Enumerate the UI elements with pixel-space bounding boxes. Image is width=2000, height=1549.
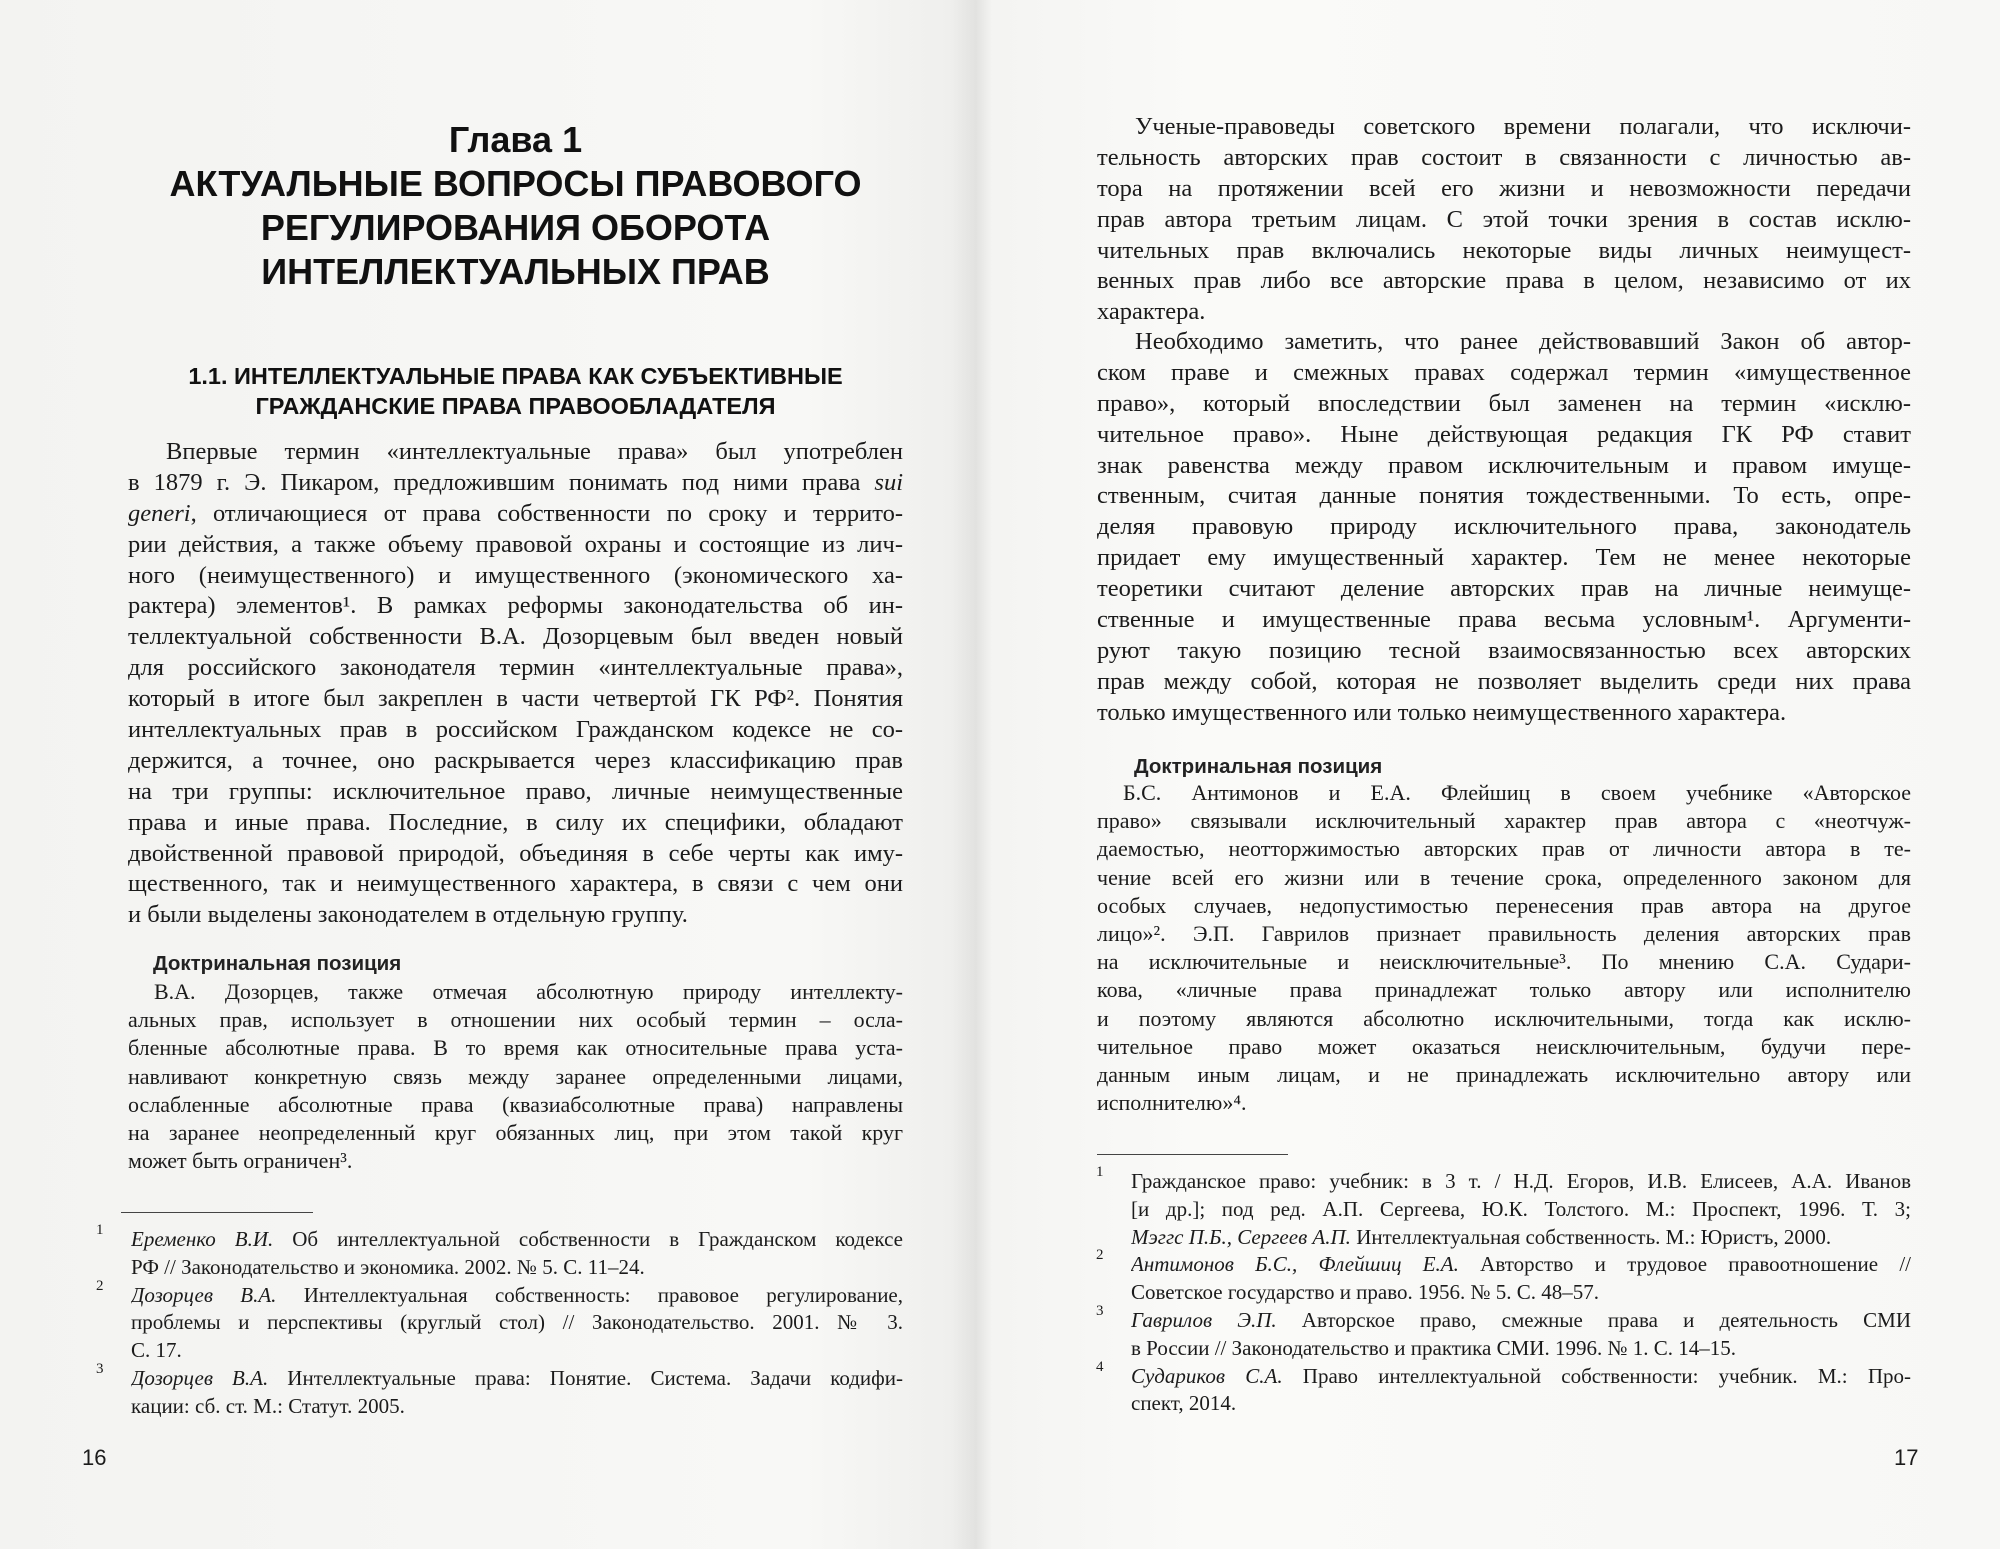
footnote (1096, 1247, 1911, 1307)
text-line: ском праве и смежных правах содержал термин «имущественное (1097, 358, 1911, 386)
text-line: щественного, так и неимущественного характера, в связи с чем они (128, 870, 903, 898)
text-line: кова, «личные права принадлежат только автору или исполнителю (1097, 977, 1911, 1003)
text-line (128, 468, 903, 499)
chapter-title-line: ИНТЕЛЛЕКТУАЛЬНЫХ ПРАВ (261, 251, 770, 292)
footnote-divider (121, 1212, 313, 1213)
italic-text: Еременко В.И. (131, 1227, 274, 1251)
text-line: ственные и имущественные права весьма условным¹. Аргументи- (1097, 606, 1911, 634)
text-line: венных прав либо все авторские права в целом, независимо от их (1097, 267, 1911, 295)
text-line: РФ // Законодательство и экономика. 2002. № 5. С. 11–24. (131, 1254, 645, 1279)
italic-text: Судариков С.А. (1131, 1363, 1283, 1388)
text-line: [и др.]; под ред. А.П. Сергеева, Ю.К. Толстого. М.: Проспект, 1996. Т. 3; (1131, 1196, 1911, 1221)
text-line: на заранее неопределенный круг обязанных лиц, при этом такой круг (128, 1119, 903, 1145)
text-segment: Интеллектуальная собственность. М.: Юристъ, 2000. (1350, 1224, 1832, 1249)
text-line: который в итоге был закреплен в части четвертой ГК РФ². Понятия (128, 685, 903, 713)
text-line: тельность авторских прав состоит в связанности с личностью ав- (1097, 143, 1911, 171)
footnote (96, 1222, 903, 1282)
text-line: право» связывали исключительный характер прав автора с «неотчуж- (1097, 808, 1911, 834)
text-line: придает ему имущественный характер. Тем не менее некоторые (1097, 544, 1911, 572)
text-line: теллектуальной собственности В.А. Дозорцевым был введен новый (128, 623, 903, 651)
text-line: только имущественного или только неимущественного характера. (1097, 698, 1787, 726)
footnote-number: 2 (1096, 1247, 1104, 1264)
text-line: ослабленные абсолютные права (квазиабсолютные права) направлены (128, 1091, 903, 1117)
text-line: на три группы: исключительное право, личные неимущественные (128, 777, 903, 805)
doctrine-heading: Доктринальная позиция (1134, 755, 1383, 778)
footnote-number: 1 (96, 1222, 104, 1238)
footnote-number: 1 (1096, 1164, 1104, 1180)
section-heading-line: 1.1. ИНТЕЛЛЕКТУАЛЬНЫЕ ПРАВА КАК СУБЪЕКТИВНЫЕ (188, 363, 843, 389)
text-segment: Интеллектуальная собственность: правовое регулирование, (276, 1282, 903, 1307)
text-line: навливают конкретную связь между заранее определенными лицами, (128, 1063, 903, 1089)
text-line: чение всей его жизни или в течение срока, определенного законом для (1097, 864, 1911, 890)
text-segment: Право интеллектуальной собственности: учебник. М.: Про- (1282, 1363, 1911, 1388)
text-line: интеллектуальных прав в российском Гражданском кодексе не со- (128, 716, 903, 744)
text-line (131, 1365, 903, 1393)
text-line: теоретики считают деление авторских прав на личные неимуще- (1097, 575, 1911, 603)
italic-text: Гаврилов Э.П. (1131, 1307, 1277, 1332)
text-line: исполнителю»⁴. (1097, 1090, 1247, 1116)
text-line (1131, 1363, 1911, 1391)
text-line: право», который впоследствии был заменен на термин «исклю- (1097, 389, 1911, 417)
text-line: может быть ограничен³. (128, 1148, 353, 1174)
section-heading (128, 361, 903, 421)
text-line: проблемы и перспективы (круглый стол) // Законодательство. 2001. № 3. (131, 1310, 903, 1335)
footnote (1096, 1358, 1911, 1419)
text-segment: Авторское право, смежные права и деятельность СМИ (1276, 1307, 1911, 1332)
text-line: и были выделены законодателем в отдельную группу. (128, 901, 688, 929)
chapter-title-line: РЕГУЛИРОВАНИЯ ОБОРОТА (260, 207, 771, 248)
text-line: на исключительные и неисключительные³. По мнению С.А. Судари- (1097, 949, 1911, 975)
footnote (96, 1277, 903, 1365)
text-line: лицо»². Э.П. Гаврилов признает правильность деления авторских прав (1097, 920, 1911, 946)
text-line (1131, 1307, 1911, 1335)
text-segment: Интеллектуальные права: Понятие. Система. Задачи кодифи- (268, 1365, 903, 1390)
text-line: Ученые-правоведы советского времени полагали, что исключи- (1135, 113, 1911, 140)
text-line: В.А. Дозорцев, также отмечая абсолютную природу интеллекту- (154, 979, 903, 1004)
text-line: ственным, считая данные понятия тождественными. То есть, опре- (1097, 482, 1911, 510)
footnotes (96, 1222, 903, 1421)
italic-text: sui (874, 468, 903, 496)
paragraph (1097, 327, 1911, 729)
footnote (96, 1360, 903, 1421)
chapter-number: Глава 1 (448, 119, 583, 160)
italic-text: Антимонов Б.С., Флейшиц Е.А. (1131, 1252, 1459, 1277)
text-line: двойственной правовой природой, объединяя в себе черты как иму- (128, 839, 903, 867)
text-line (128, 499, 903, 530)
footnote (1096, 1164, 1911, 1251)
text-line: Впервые термин «интеллектуальные права» был употреблен (166, 438, 903, 465)
text-line: знак равенства между правом исключительным и правом имуще- (1097, 451, 1911, 479)
text-line: в России // Законодательство и практика СМИ. 1996. № 1. С. 14–15. (1131, 1335, 1737, 1360)
footnote-number: 3 (96, 1360, 104, 1377)
text-line (131, 1282, 903, 1310)
text-segment: , отличающиеся от права собственности по сроку и террито- (190, 499, 903, 527)
doctrine-paragraph (1097, 779, 1911, 1117)
footnote-number: 4 (1096, 1358, 1104, 1375)
text-line: прав между собой, которая не позволяет выделить среди них права (1097, 667, 1911, 695)
text-line: кации: сб. ст. М.: Статут. 2005. (131, 1393, 405, 1418)
text-line (131, 1226, 903, 1254)
footnote-divider (1097, 1154, 1288, 1155)
text-segment: в 1879 г. Э. Пикаром, предложившим понимать под ними права (128, 468, 875, 496)
text-line: Необходимо заметить, что ранее действовавший Закон об автор- (1135, 328, 1911, 355)
text-line: бленные абсолютные права. В то время как относительные права уста- (128, 1035, 903, 1061)
text-line (1131, 1251, 1911, 1279)
text-line: и поэтому являются абсолютно исключительными, тогда как исклю- (1097, 1005, 1911, 1031)
italic-text: Дозорцев В.А. (131, 1365, 269, 1390)
text-line (1131, 1224, 1911, 1252)
text-line: деляя правовую природу исключительного права, законодатель (1097, 513, 1911, 541)
text-line: характера. (1097, 298, 1206, 326)
section-heading-line: ГРАЖДАНСКИЕ ПРАВА ПРАВООБЛАДАТЕЛЯ (255, 393, 776, 419)
text-line: альных прав, использует в отношении них особый термин – осла- (128, 1007, 903, 1033)
chapter-title-line: АКТУАЛЬНЫЕ ВОПРОСЫ ПРАВОВОГО (169, 163, 862, 204)
text-line: спект, 2014. (1131, 1391, 1237, 1416)
italic-text: Мэггс П.Б., Сергеев А.П. (1131, 1224, 1351, 1249)
italic-text: generi (128, 499, 191, 527)
chapter-title (128, 118, 903, 294)
doctrine-paragraph (128, 978, 903, 1175)
text-line: для российского законодателя термин «интеллектуальные права», (128, 654, 903, 682)
footnotes (1096, 1164, 1911, 1418)
text-line: Б.С. Антимонов и Е.А. Флейшиц в своем учебнике «Авторское (1123, 780, 1911, 805)
footnote (1096, 1302, 1911, 1363)
text-line: чительное право может оказаться неисключительным, будучи пере- (1097, 1033, 1911, 1059)
text-line: права и иные права. Последние, в силу их специфики, обладают (128, 808, 903, 836)
doctrine-heading: Доктринальная позиция (153, 952, 402, 975)
text-line: держится, а точнее, оно раскрывается через классификацию прав (128, 746, 903, 774)
text-line: особых случаев, недопустимостью перенесения прав автора на другое (1097, 892, 1911, 918)
text-line: рактера) элементов¹. В рамках реформы законодательства об ин- (128, 592, 903, 620)
footnote-number: 2 (96, 1277, 104, 1294)
text-line: рии действия, а также объему правовой охраны и состоящие из лич- (128, 530, 903, 558)
text-line: чительное право». Ныне действующая редакция ГК РФ ставит (1097, 420, 1911, 448)
text-line: тора на протяжении всей его жизни и невозможности передачи (1097, 174, 1911, 202)
footnote-number: 3 (1096, 1302, 1104, 1319)
text-line: Советское государство и право. 1956. № 5. С. 48–57. (1131, 1280, 1600, 1305)
text-segment: Авторство и трудовое правоотношение // (1458, 1252, 1911, 1277)
text-line: прав автора третьим лицам. С этой точки зрения в состав исклю- (1097, 205, 1911, 233)
right-page (976, 0, 2000, 1549)
paragraph (128, 437, 903, 931)
text-line: Гражданское право: учебник: в 3 т. / Н.Д. Егоров, И.В. Елисеев, А.А. Иванов (1131, 1169, 1911, 1193)
page-number: 16 (82, 1445, 107, 1470)
text-line: данным иным лицам, и не принадлежать исключительно автору или (1097, 1061, 1911, 1087)
paragraph (1097, 112, 1911, 328)
text-line: ного (неимущественного) и имущественного (экономического ха- (128, 561, 903, 589)
text-line: руют такую позицию тесной взаимосвязанностью всех авторских (1097, 636, 1911, 664)
italic-text: Дозорцев В.А. (131, 1282, 277, 1307)
text-segment: Об интеллектуальной собственности в Гражданском кодексе (273, 1227, 903, 1251)
left-page (0, 0, 976, 1549)
text-line: даемостью, неотторжимостью авторских прав от личности автора в те- (1097, 836, 1911, 862)
text-line: чительных прав включались некоторые виды личных неимущест- (1097, 236, 1911, 264)
text-line: С. 17. (131, 1338, 182, 1363)
page-number: 17 (1894, 1445, 1919, 1470)
